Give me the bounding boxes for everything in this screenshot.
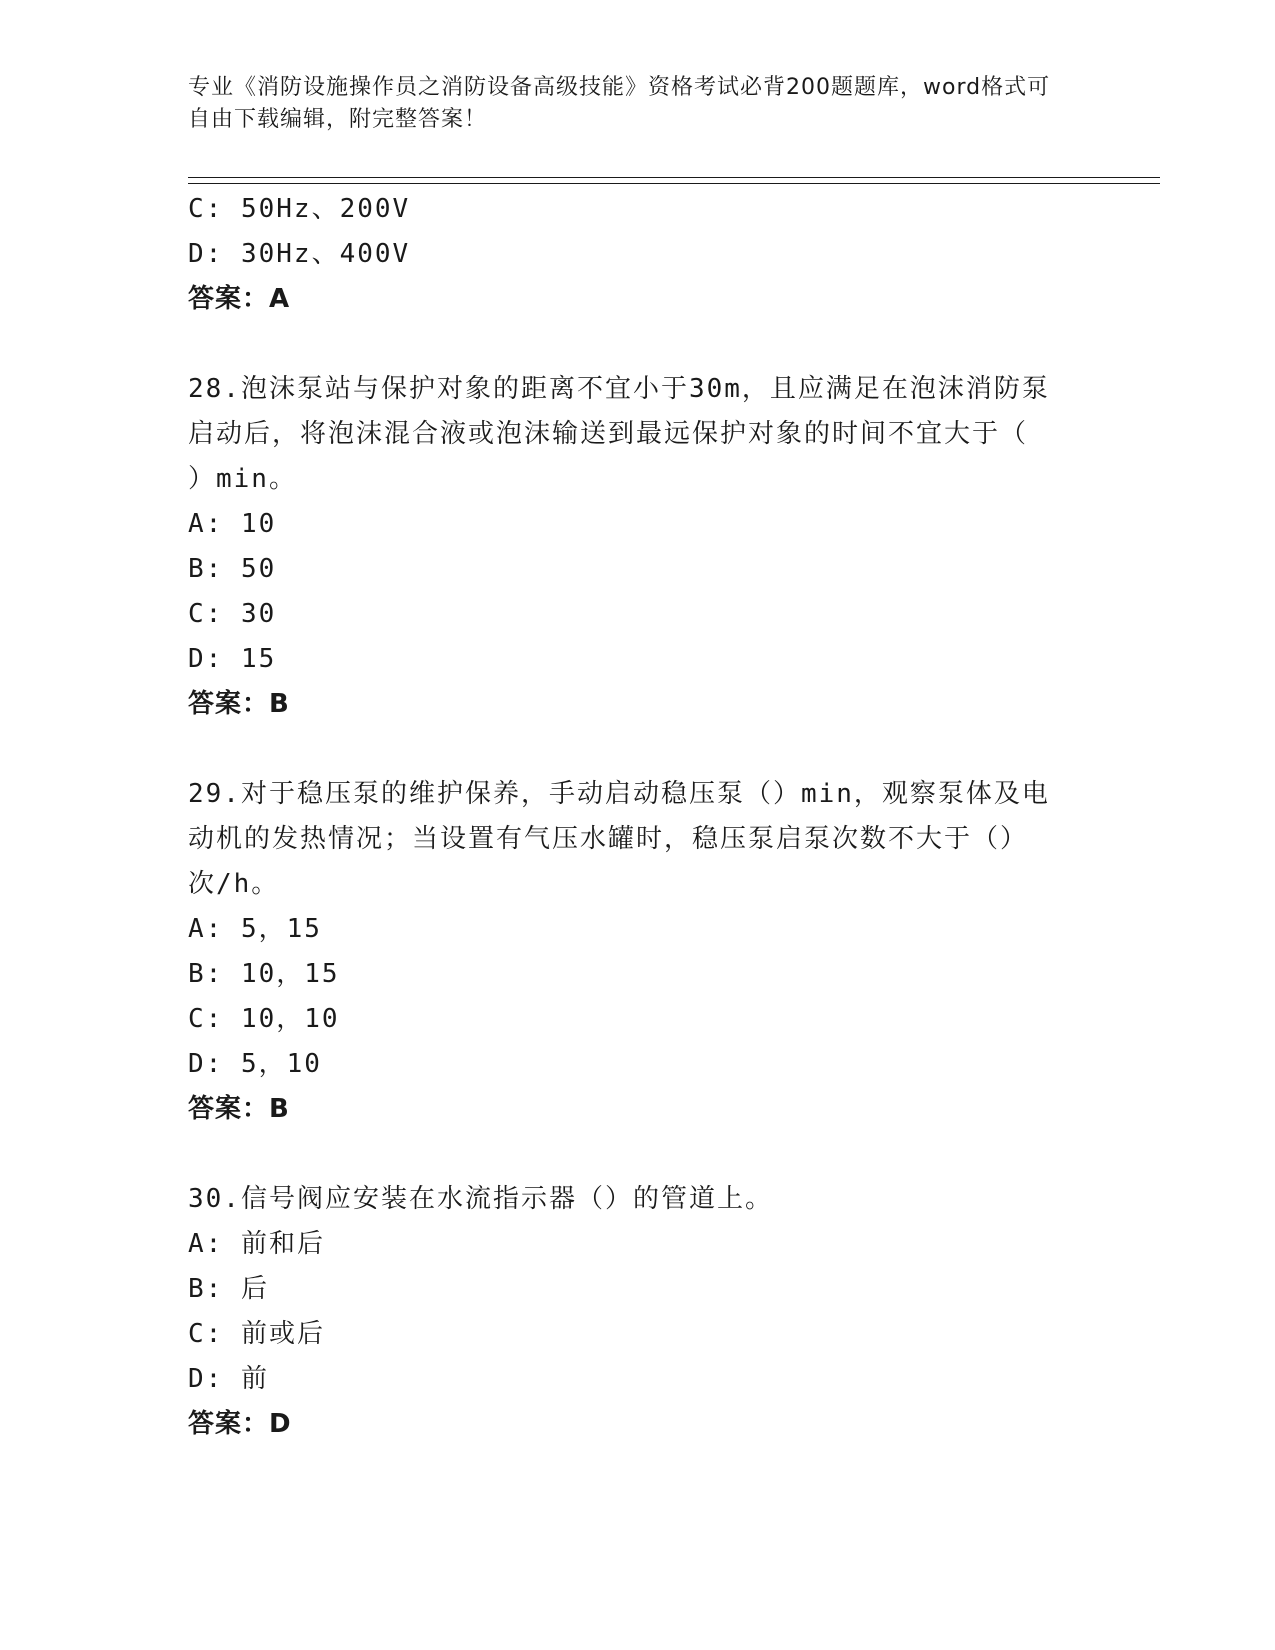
question-29-answer: 答案：B [188, 1094, 290, 1124]
header-divider-top [188, 177, 1160, 178]
question-28-option-a: A: 10 [188, 509, 277, 539]
question-28-line-1: 28.泡沫泵站与保护对象的距离不宜小于30m，且应满足在泡沫消防泵 [188, 374, 1050, 404]
question-30-option-c: C: 前或后 [188, 1319, 325, 1349]
question-30-option-b: B: 后 [188, 1274, 269, 1304]
question-29-option-c: C: 10，10 [188, 1004, 340, 1034]
option-c: C: 50Hz、200V [188, 194, 411, 224]
question-29-line-1: 29.对于稳压泵的维护保养，手动启动稳压泵（）min，观察泵体及电 [188, 779, 1050, 809]
option-d: D: 30Hz、400V [188, 239, 411, 269]
question-29-option-d: D: 5，10 [188, 1049, 322, 1079]
header-divider-bottom [188, 183, 1160, 184]
question-29-line-3: 次/h。 [188, 869, 280, 899]
answer: 答案：A [188, 284, 291, 314]
question-29-option-b: B: 10，15 [188, 959, 340, 989]
question-30-line-1: 30.信号阀应安装在水流指示器（）的管道上。 [188, 1184, 773, 1214]
question-28-answer: 答案：B [188, 689, 290, 719]
question-29-option-a: A: 5，15 [188, 914, 322, 944]
question-29-line-2: 动机的发热情况；当设置有气压水罐时，稳压泵启泵次数不大于（） [188, 824, 1029, 854]
document-header: 专业《消防设施操作员之消防设备高级技能》资格考试必背200题题库，word格式可自由下载编辑，附完整答案！ [188, 75, 1051, 132]
question-28-option-d: D: 15 [188, 644, 277, 674]
question-30-answer: 答案：D [188, 1409, 292, 1439]
question-28-line-2: 启动后，将泡沫混合液或泡沫输送到最远保护对象的时间不宜大于（ [188, 419, 1029, 449]
question-30-option-d: D: 前 [188, 1364, 269, 1394]
question-28-option-b: B: 50 [188, 554, 277, 584]
question-30-option-a: A: 前和后 [188, 1229, 325, 1259]
question-28-option-c: C: 30 [188, 599, 277, 629]
question-28-line-3: ）min。 [188, 464, 297, 494]
